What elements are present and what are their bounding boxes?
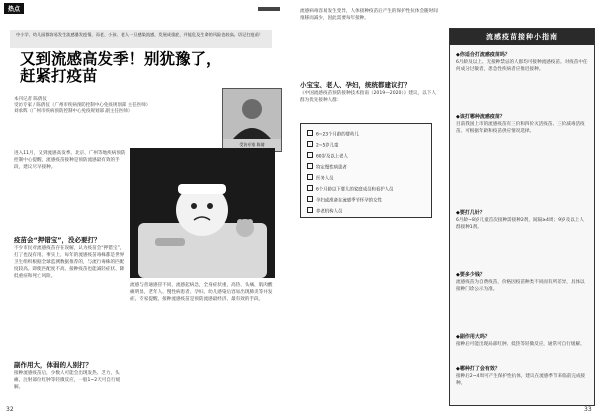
checkbox-icon (307, 163, 313, 169)
author-line: 受访专家 / 陈倩仪（广州市疾病预防控制中心免疫规划部 主任医师） (14, 103, 151, 109)
sick-child-icon (130, 148, 275, 278)
sidebar-heading: ◆哪种打了会有效？ (456, 366, 500, 372)
section-tag: 热点 (4, 3, 24, 14)
author-line: 本刊记者 陈倩仪 (14, 97, 47, 102)
priority-group-box (300, 123, 432, 218)
sick-child-illustration (130, 148, 275, 278)
checkbox-icon (307, 174, 313, 180)
sidebar-heading: ◆该打哪种流感疫苗？ (456, 114, 505, 120)
photo-caption: 受访专家 陈倩 (239, 142, 265, 147)
title-line-2: 赶紧打疫苗 (20, 67, 98, 85)
page-number-right: 33 (584, 406, 592, 413)
section-heading: 疫苗会“押错宝”，没必要打？ (14, 236, 101, 244)
checkbox-icon (307, 130, 313, 136)
checkbox-icon (307, 185, 313, 191)
vaccine-guide-sidebar (449, 28, 595, 406)
checklist-item: 养老机构人员 (307, 207, 342, 215)
sidebar-text: 目前我国上市的流感疫苗有三价和四价灭活疫苗、三价减毒活疫苗。可根据年龄和疫苗供应情况选择。 (456, 122, 585, 134)
lead-paragraph: 进入11月，又到流感高发季。北京、广州等地疾病预防控制中心提醒，流感疫苗接种是预防流感最有效的手段，建议尽早接种。 (14, 151, 126, 170)
body-text: 流感病毒容易发生变异，人体接种疫苗后产生的保护性抗体会随时间推移而减少，因此需要每年接种。 (300, 9, 438, 21)
section-heading: 副作用大，体弱的人别打？ (14, 361, 92, 369)
article-title (20, 51, 222, 85)
checklist-item: 6个月龄以下婴儿的家庭成员和看护人员 (307, 185, 393, 193)
sidebar-text: 6月龄~8岁儿童首次接种需接种2剂，间隔≥4周；9岁及以上人群接种1剂。 (456, 218, 584, 230)
intro-text: 中小学、幼儿园都容易发生流感暴发疫情，而老、小孩、老人一旦感染流感，发展成重症，并能危及生命的风险也较高。切记打疫苗！ (16, 32, 264, 37)
sidebar-text: 接种后可能出现局部红肿、低热等轻微反应，通常可自行缓解。 (456, 342, 585, 347)
author-line: 刘承辉（广州市疾病预防控制中心免疫规划部 副主任医师） (14, 109, 133, 115)
checkbox-icon (307, 196, 313, 202)
author-block (14, 97, 214, 116)
sidebar-text: 6月龄及以上、无接种禁忌的人群均可接种流感疫苗。对疫苗中任何成分过敏者，患急性疾病者应推迟接种。 (456, 60, 588, 72)
checklist-item: 特定慢性病患者 (307, 163, 347, 171)
page-number-left: 32 (6, 406, 14, 413)
intro-band (10, 30, 272, 48)
checklist-item: 6~23个月龄的婴幼儿 (307, 130, 359, 138)
sidebar-text: 接种后2~4周可产生保护性抗体，建议在流感季节来临前完成接种。 (456, 374, 586, 386)
sidebar-text: 流感疫苗为自费疫苗，价格因疫苗种类不同而有所差异，具体以接种门诊公示为准。 (456, 280, 585, 292)
expert-photo (222, 88, 282, 152)
checklist-item: 孕妇或准备在流感季节怀孕的女性 (307, 196, 382, 204)
checklist-item: 60岁及以上老人 (307, 152, 348, 160)
title-line-1: 又到流感高发季！别犹豫了， (20, 50, 222, 68)
section-text: 不少市民对流感疫苗存在误解，认为疫苗会“押错宝”，打了也没有用。事实上，每年的流感疫苗毒株都是世界卫生组织根据全球监测数据推荐的，与流行毒株的匹配度较高。即使匹配度不高，接种疫苗也能减轻症状、降低重症和死亡风险。 (14, 246, 125, 279)
sidebar-heading: ◆副作用大吗？ (456, 334, 490, 340)
section-text: 接种流感疫苗后，少数人可能会出现发热、乏力、头痛、注射部位红肿等轻微反应，一般1~2天可自行缓解。 (14, 371, 121, 390)
checkbox-icon (307, 141, 313, 147)
section-text: 《中国流感疫苗预防接种技术指南（2019—2020）》建议，以下人群为优先接种人群： (300, 91, 436, 103)
checklist-item: 医务人员 (307, 174, 334, 182)
body-text: 流感与普通感冒不同，流感起病急，全身症状重，高热、头痛、肌肉酸痛明显，老年人、慢性病患者、孕妇、幼儿感染后容易出现肺炎等并发症。专家提醒，接种流感疫苗是预防流感最经济、最有效的手段。 (130, 283, 273, 302)
header-decoration-icon (258, 4, 280, 14)
sidebar-heading: ◆要打几针？ (456, 210, 485, 216)
sidebar-heading: ◆你适合打流感疫苗吗？ (456, 52, 510, 58)
checklist-item: 2~5岁儿童 (307, 141, 338, 149)
sidebar-title: 流感疫苗接种小指南 (450, 29, 594, 45)
portrait-icon (223, 89, 281, 139)
checkbox-icon (307, 207, 313, 213)
checkbox-icon (307, 152, 313, 158)
sidebar-heading: ◆要多少钱？ (456, 272, 485, 278)
section-heading: 小宝宝、老人、孕妇，统统都建议打？ (300, 81, 411, 89)
